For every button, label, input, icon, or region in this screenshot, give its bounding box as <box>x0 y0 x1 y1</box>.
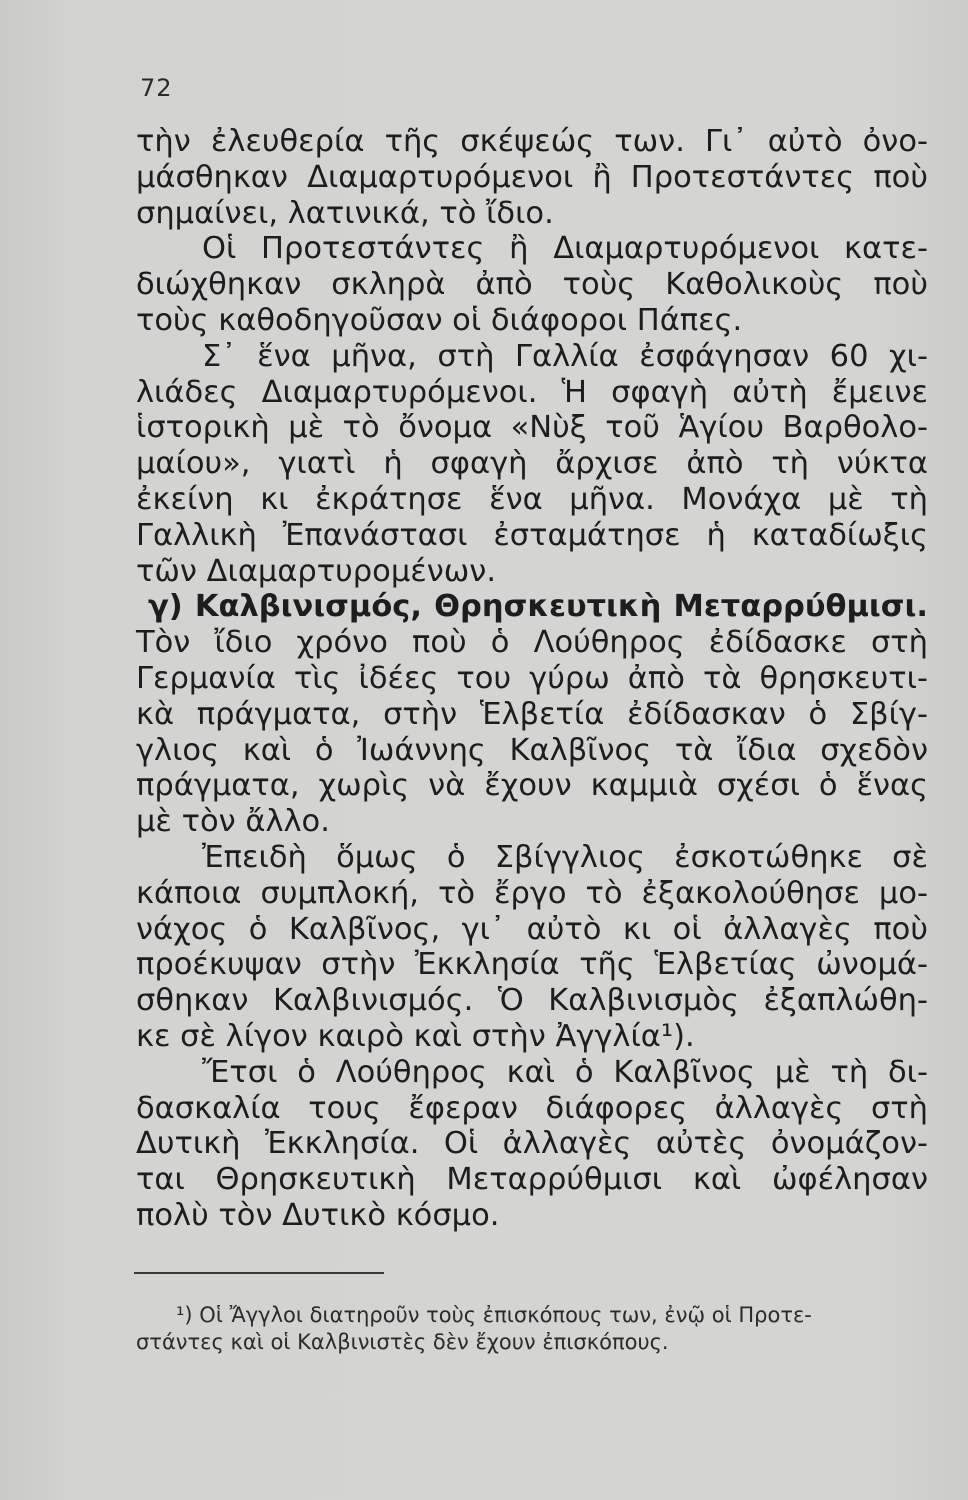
text-line: Γαλλικὴ Ἐπανάστασι ἐσταμάτησε ἡ καταδίωξις <box>136 517 928 553</box>
text-line: σημαίνει, λατινικά, τὸ ἴδιο. <box>136 195 554 231</box>
text-line: Οἱ Προτεστάντες ἢ Διαμαρτυρόμενοι κατε- <box>202 231 928 267</box>
footnotes <box>136 1302 928 1356</box>
footnote-line: στάντες καὶ οἱ Καλβινιστὲς δὲν ἔχουν ἐπισκόπους. <box>136 1330 669 1354</box>
text-line: μάσθηκαν Διαμαρτυρόμενοι ἢ Προτεστάντες ποὺ <box>136 159 928 195</box>
text-line: δασκαλία τους ἔφεραν διάφορες ἀλλαγὲς στὴ <box>136 1090 928 1126</box>
text-line: πράγματα, χωρὶς νὰ ἔχουν καμμιὰ σχέσι ὁ ἕνας <box>136 768 928 804</box>
text-line: προέκυψαν στὴν Ἐκκλησία τῆς Ἑλβετίας ὠνομά- <box>136 947 928 983</box>
text-line: τοὺς καθοδηγοῦσαν οἱ διάφοροι Πάπες. <box>136 302 743 338</box>
text-line: διώχθηκαν σκληρὰ ἀπὸ τοὺς Καθολικοὺς ποὺ <box>136 267 928 303</box>
text-line: Ἔτσι ὁ Λούθηρος καὶ ὁ Καλβῖνος μὲ τὴ δι- <box>202 1054 928 1090</box>
text-line: Ἐπειδὴ ὅμως ὁ Σβίγγλιος ἐσκοτώθηκε σὲ <box>202 839 928 875</box>
text-line: μὲ τὸν ἄλλο. <box>136 804 330 840</box>
text-line: ἱστορικὴ μὲ τὸ ὄνομα «Νὺξ τοῦ Ἁγίου Βαρθολο- <box>136 410 928 446</box>
footnote-line: ¹) Οἱ Ἄγγλοι διατηροῦν τοὺς ἐπισκόπους των, ἐνῷ οἱ Προτε- <box>176 1303 812 1327</box>
text-line: κάποια συμπλοκή, τὸ ἔργο τὸ ἐξακολούθησε μο- <box>136 875 928 911</box>
text-line: Σ᾽ ἕνα μῆνα, στὴ Γαλλία ἐσφάγησαν 60 χι- <box>202 338 928 374</box>
text-line: μαίου», γιατὶ ἡ σφαγὴ ἄρχισε ἀπὸ τὴ νύκτα <box>136 446 928 482</box>
text-line: σθηκαν Καλβινισμός. Ὁ Καλβινισμὸς ἐξαπλώθη- <box>136 983 928 1019</box>
body-text <box>136 124 928 1234</box>
text-line: πολὺ τὸν Δυτικὸ κόσμο. <box>136 1197 500 1233</box>
text-line: κὰ πράγματα, στὴν Ἑλβετία ἐδίδασκαν ὁ Σβίγ- <box>136 696 928 732</box>
text-line: τῶν Διαμαρτυρομένων. <box>136 553 497 589</box>
text-line: τὴν ἐλευθερία τῆς σκέψεώς των. Γι᾽ αὐτὸ ὀνο- <box>136 124 928 159</box>
text-line: νάχος ὁ Καλβῖνος, γι᾽ αὐτὸ κι οἱ ἀλλαγὲς ποὺ <box>136 911 928 947</box>
footnote-divider <box>134 1272 384 1274</box>
text-line: Γερμανία τὶς ἰδέες του γύρω ἀπὸ τὰ θρησκευτι- <box>136 660 928 696</box>
text-line: Δυτικὴ Ἐκκλησία. Οἱ ἀλλαγὲς αὐτὲς ὀνομάζον- <box>136 1126 928 1162</box>
text-line: ἐκείνη κι ἐκράτησε ἕνα μῆνα. Μονάχα μὲ τὴ <box>136 481 928 517</box>
text-line: Τὸν ἴδιο χρόνο ποὺ ὁ Λούθηρος ἐδίδασκε στὴ <box>136 625 928 661</box>
text-line: γλιος καὶ ὁ Ἰωάννης Καλβῖνος τὰ ἴδια σχεδὸν <box>136 732 928 768</box>
text-line: ται Θρησκευτικὴ Μεταρρύθμισι καὶ ὠφέλησαν <box>136 1162 928 1198</box>
text-line: λιάδες Διαμαρτυρόμενοι. Ἡ σφαγὴ αὐτὴ ἔμεινε <box>136 374 928 410</box>
text-line: κε σὲ λίγον καιρὸ καὶ στὴν Ἀγγλία¹). <box>136 1018 695 1054</box>
section-heading: γ) Καλβινισμός, Θρησκευτικὴ Μεταρρύθμισι. <box>148 589 928 625</box>
page-number: 72 <box>140 74 173 102</box>
